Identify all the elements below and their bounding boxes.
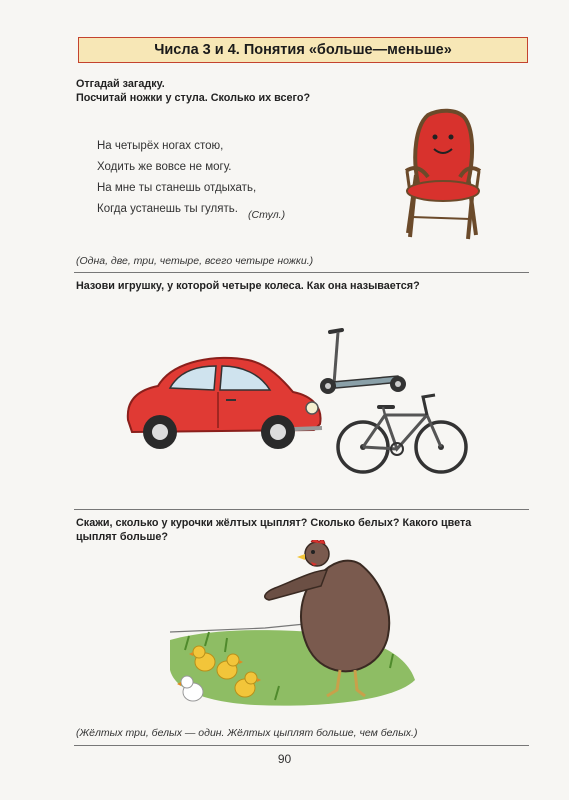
car-icon — [118, 350, 328, 455]
riddle-poem — [97, 136, 256, 220]
answer-chicks: (Жёлтых три, белых — один. Жёлтых цыплят больше, чем белых.) — [76, 727, 418, 739]
divider — [74, 509, 529, 510]
page-title: Числа 3 и 4. Понятия «больше—меньше» — [78, 37, 528, 63]
divider — [74, 272, 529, 273]
answer-riddle: (Одна, две, три, четыре, всего четыре ножки.) — [76, 255, 314, 267]
poem-line: На мне ты станешь отдыхать, — [97, 182, 257, 194]
task-riddle-line2: Посчитай ножки у стула. Сколько их всего? — [76, 92, 311, 104]
armchair-icon — [398, 105, 488, 245]
poem-line: Когда устанешь ты гулять. — [97, 203, 238, 215]
divider — [74, 745, 529, 746]
task-chicks-line1: Скажи, сколько у курочки жёлтых цыплят? Сколько белых? Какого цвета — [76, 517, 472, 529]
riddle-answer: (Стул.) — [248, 209, 286, 221]
task-chicks-line2: цыплят больше? — [76, 531, 168, 543]
hen-scene — [165, 540, 425, 715]
task-toy: Назови игрушку, у которой четыре колеса. Как она называется? — [76, 280, 420, 292]
poem-line: Ходить же вовсе не могу. — [97, 161, 232, 173]
bicycle-icon — [335, 385, 470, 480]
page-number: 90 — [277, 752, 292, 766]
task-riddle-line1: Отгадай загадку. — [76, 78, 165, 90]
poem-line: На четырёх ногах стою, — [97, 140, 224, 152]
